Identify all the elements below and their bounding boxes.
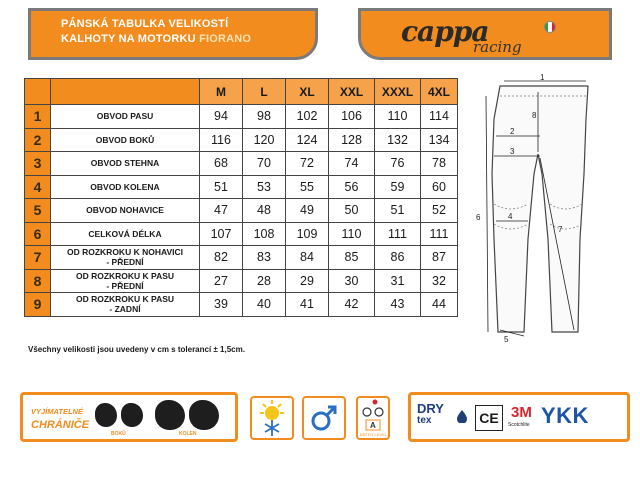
table-row (25, 246, 458, 270)
table-row (25, 269, 458, 293)
measure-line-6 (486, 96, 488, 332)
row-number: 8 (25, 269, 51, 293)
row-number: 3 (25, 152, 51, 176)
size-value-cell: 94 (200, 105, 243, 129)
title-line-1: PÁNSKÁ TABULKA VELIKOSTÍ (61, 18, 229, 30)
measurement-label: OD ROZKROKU K NOHAVICI - PŘEDNÍ (51, 246, 200, 270)
measurement-label: OBVOD BOKŮ (51, 128, 200, 152)
all-season-box (250, 396, 294, 440)
measurement-label: CELKOVÁ DÉLKA (51, 222, 200, 246)
ykk-logo: YKK (541, 403, 589, 428)
rider-rating-icon (358, 398, 388, 438)
protectors-line-1: VYJÍMATELNÉ (31, 407, 83, 416)
sun-core (265, 406, 279, 420)
row-number: 5 (25, 199, 51, 223)
table-row (25, 199, 458, 223)
size-table (24, 78, 458, 317)
size-value-cell: 85 (329, 246, 375, 270)
measurement-label: OD ROZKROKU K PASU - ZADNÍ (51, 293, 200, 317)
title-line-2 (61, 32, 315, 47)
size-value-cell: 132 (375, 128, 421, 152)
size-value-cell: 42 (329, 293, 375, 317)
drop-shape (457, 410, 467, 423)
knee-protector-icon (189, 400, 219, 430)
size-value-cell: 78 (421, 152, 458, 176)
drytex-logo (417, 403, 444, 427)
italian-flag-icon (544, 21, 556, 33)
header-blank-label (51, 79, 200, 105)
table-row (25, 105, 458, 129)
measurement-label: OBVOD STEHNA (51, 152, 200, 176)
male-ring (313, 413, 329, 429)
size-value-cell: 98 (243, 105, 286, 129)
measurement-label: OBVOD KOLENA (51, 175, 200, 199)
size-value-cell: 110 (329, 222, 375, 246)
size-value-cell: 30 (329, 269, 375, 293)
size-value-cell: 82 (200, 246, 243, 270)
size-col-header: L (243, 79, 286, 105)
row-number: 6 (25, 222, 51, 246)
diagram-label-1: 1 (540, 74, 545, 82)
size-value-cell: 53 (243, 175, 286, 199)
title-product: KALHOTY NA MOTORKU (61, 33, 196, 45)
size-value-cell: 44 (421, 293, 458, 317)
diagram-label-5: 5 (504, 335, 509, 344)
measurement-label: OBVOD PASU (51, 105, 200, 129)
size-value-cell: 31 (375, 269, 421, 293)
size-value-cell: 111 (421, 222, 458, 246)
size-value-cell: 110 (375, 105, 421, 129)
size-value-cell: 109 (286, 222, 329, 246)
size-value-cell: 59 (375, 175, 421, 199)
table-row (25, 152, 458, 176)
title-model: FIORANO (199, 33, 252, 45)
hip-protector-icon (95, 403, 117, 427)
size-value-cell: 116 (200, 128, 243, 152)
row-number: 2 (25, 128, 51, 152)
size-value-cell: 50 (329, 199, 375, 223)
size-col-header: XXXL (375, 79, 421, 105)
row-number: 4 (25, 175, 51, 199)
brand-logo: cappa (401, 15, 489, 48)
table-row (25, 293, 458, 317)
size-value-cell: 56 (329, 175, 375, 199)
protection-level-box (356, 396, 390, 440)
size-value-cell: 86 (375, 246, 421, 270)
size-value-cell: 39 (200, 293, 243, 317)
size-value-cell: 102 (286, 105, 329, 129)
size-value-cell: 108 (243, 222, 286, 246)
size-value-cell: 60 (421, 175, 458, 199)
measurement-label: OD ROZKROKU K PASU - PŘEDNÍ (51, 269, 200, 293)
certifications-box (408, 392, 630, 442)
drytex-drop-icon (455, 409, 469, 423)
diagram-label-7: 7 (558, 225, 563, 234)
tolerance-note: Všechny velikosti jsou uvedeny v cm s tolerancí ± 1,5cm. (28, 345, 245, 354)
sun-snowflake-icon (252, 398, 292, 438)
trousers-diagram (470, 74, 600, 344)
size-value-cell: 52 (421, 199, 458, 223)
male-symbol-icon (304, 398, 344, 438)
size-value-cell: 32 (421, 269, 458, 293)
row-number: 1 (25, 105, 51, 129)
size-value-cell: 124 (286, 128, 329, 152)
drytex-bottom: tex (417, 415, 432, 426)
diagram-label-3: 3 (510, 147, 515, 156)
size-value-cell: 70 (243, 152, 286, 176)
size-value-cell: 83 (243, 246, 286, 270)
size-value-cell: 49 (286, 199, 329, 223)
brand-sub: racing (473, 38, 522, 56)
size-value-cell: 51 (375, 199, 421, 223)
rating-letter: A (370, 421, 376, 430)
protectors-line-2: CHRÁNIČE (31, 419, 90, 431)
knee-caption: KOLEN (179, 431, 197, 437)
size-value-cell: 72 (286, 152, 329, 176)
diagram-label-4: 4 (508, 212, 513, 221)
table-row (25, 175, 458, 199)
row-number: 9 (25, 293, 51, 317)
diagram-label-8: 8 (532, 111, 537, 120)
hip-protector-icon (121, 403, 143, 427)
size-value-cell: 114 (421, 105, 458, 129)
size-header-row (25, 79, 458, 105)
rider-head (373, 400, 378, 405)
size-col-header: 4XL (421, 79, 458, 105)
size-value-cell: 48 (243, 199, 286, 223)
ce-mark: CE (475, 405, 503, 431)
diagram-label-2: 2 (510, 127, 515, 136)
size-value-cell: 111 (375, 222, 421, 246)
3m-sub: Scotchlite (508, 422, 530, 428)
size-value-cell: 120 (243, 128, 286, 152)
size-value-cell: 106 (329, 105, 375, 129)
knee-protector-icon (155, 400, 185, 430)
size-value-cell: 87 (421, 246, 458, 270)
size-value-cell: 76 (375, 152, 421, 176)
rider-wheel (375, 408, 383, 416)
row-number: 7 (25, 246, 51, 270)
table-row (25, 222, 458, 246)
size-value-cell: 27 (200, 269, 243, 293)
rating-caption: ENTRY LEVEL (360, 432, 387, 437)
flag-red (552, 22, 555, 32)
male-box (302, 396, 346, 440)
brand-banner (358, 8, 612, 60)
hip-caption: BOKŮ (111, 431, 126, 437)
size-value-cell: 28 (243, 269, 286, 293)
size-value-cell: 134 (421, 128, 458, 152)
size-value-cell: 55 (286, 175, 329, 199)
size-value-cell: 84 (286, 246, 329, 270)
size-value-cell: 74 (329, 152, 375, 176)
sun-ray (263, 404, 266, 407)
size-value-cell: 29 (286, 269, 329, 293)
size-col-header: XXL (329, 79, 375, 105)
drytex-top: DRY (417, 401, 444, 416)
sun-ray (278, 404, 281, 407)
protectors-box (20, 392, 238, 442)
rider-wheel (363, 408, 371, 416)
size-value-cell: 41 (286, 293, 329, 317)
size-value-cell: 51 (200, 175, 243, 199)
size-value-cell: 128 (329, 128, 375, 152)
size-value-cell: 40 (243, 293, 286, 317)
size-value-cell: 43 (375, 293, 421, 317)
3m-logo: 3M (511, 404, 532, 421)
size-col-header: M (200, 79, 243, 105)
size-col-header: XL (286, 79, 329, 105)
table-row (25, 128, 458, 152)
measurement-label: OBVOD NOHAVICE (51, 199, 200, 223)
header-title-banner (28, 8, 318, 60)
diagram-label-6: 6 (476, 213, 481, 222)
size-value-cell: 47 (200, 199, 243, 223)
size-value-cell: 107 (200, 222, 243, 246)
size-value-cell: 68 (200, 152, 243, 176)
header-blank-num (25, 79, 51, 105)
